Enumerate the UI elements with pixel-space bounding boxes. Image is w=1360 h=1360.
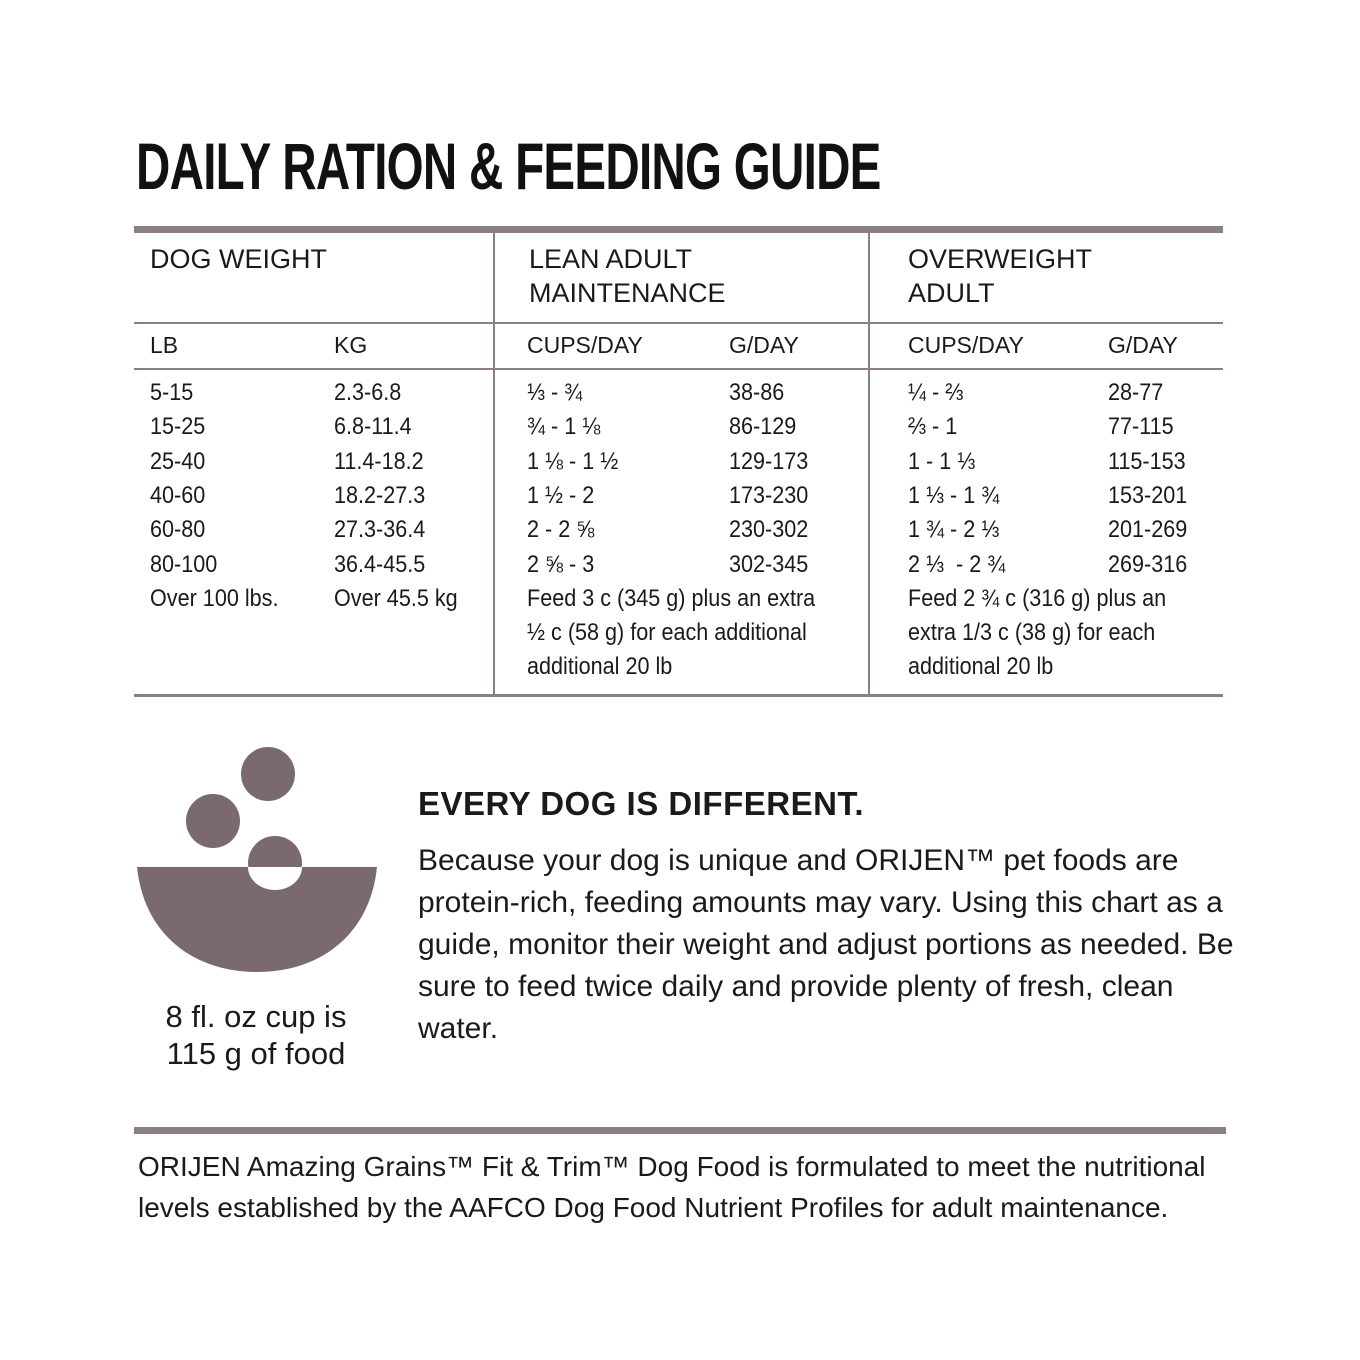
table-cell-lb: 25-40 — [150, 447, 206, 475]
over-100-lean-line3: additional 20 lb — [527, 653, 673, 680]
table-cell-over-g: 153-201 — [1108, 481, 1188, 509]
over-100-lean-line1: Feed 3 c (345 g) plus an extra — [527, 585, 816, 612]
header-lean-adult-line1: LEAN ADULT — [529, 244, 693, 274]
table-cell-lean-cups: ⅓ - ¾ — [527, 379, 583, 406]
header-overweight-line1: OVERWEIGHT — [908, 244, 1093, 274]
sub-header-rule — [134, 368, 1223, 370]
table-cell-over-cups: ¼ - ⅔ — [908, 379, 964, 406]
subheader-lean-g: G/DAY — [729, 332, 799, 358]
header-lean-adult-line2: MAINTENANCE — [529, 278, 726, 308]
table-cell-lean-g: 302-345 — [729, 550, 809, 578]
table-cell-lb: 15-25 — [150, 413, 206, 441]
column-divider-2 — [868, 233, 870, 695]
table-cell-kg: 36.4-45.5 — [334, 550, 426, 578]
every-dog-body: Because your dog is unique and ORIJEN™ pet foods are protein-rich, feeding amounts may vary. Using this chart as a guide, monitor their weight and adjust portions as needed. Be sure to feed twice daily and provide plenty of fresh, clean water. — [418, 844, 1234, 1045]
subheader-over-cups: CUPS/DAY — [908, 332, 1024, 358]
table-cell-over-g: 201-269 — [1108, 516, 1188, 544]
over-100-lb: Over 100 lbs. — [150, 585, 279, 612]
cup-note — [140, 998, 372, 1072]
table-cell-lean-g: 129-173 — [729, 447, 809, 475]
table-cell-lb: 80-100 — [150, 550, 218, 578]
bowl-icon — [130, 740, 382, 980]
subheader-lb: LB — [150, 332, 179, 358]
header-overweight-line2: ADULT — [908, 278, 995, 308]
table-cell-lean-cups: 1 ⅛ - 1 ½ — [527, 447, 619, 475]
table-cell-lb: 5-15 — [150, 379, 194, 406]
over-100-overweight-line2: extra 1/3 c (38 g) for each — [908, 619, 1156, 646]
header-dog-weight: DOG WEIGHT — [150, 244, 327, 274]
table-cell-kg: 27.3-36.4 — [334, 516, 426, 544]
table-top-rule — [134, 226, 1223, 233]
footer-rule — [134, 1127, 1226, 1134]
table-cell-kg: 18.2-27.3 — [334, 481, 426, 509]
table-cell-kg: 2.3-6.8 — [334, 379, 402, 406]
table-cell-over-g: 269-316 — [1108, 550, 1188, 578]
table-cell-lean-g: 230-302 — [729, 516, 809, 544]
cup-note-line1: 8 fl. oz cup is — [165, 999, 347, 1034]
over-100-lean-line2: ½ c (58 g) for each additional — [527, 619, 807, 646]
table-cell-over-g: 77-115 — [1108, 413, 1174, 441]
table-cell-over-cups: 1 ⅓ - 1 ¾ — [908, 481, 1000, 509]
over-100-kg: Over 45.5 kg — [334, 585, 458, 612]
every-dog-heading: EVERY DOG IS DIFFERENT. — [418, 785, 865, 822]
table-cell-over-cups: 1 - 1 ⅓ — [908, 447, 976, 475]
over-100-overweight-line3: additional 20 lb — [908, 653, 1054, 680]
table-cell-lean-cups: 2 ⅝ - 3 — [527, 550, 595, 578]
aafco-statement: ORIJEN Amazing Grains™ Fit & Trim™ Dog Food is formulated to meet the nutritional levels established by the AAFCO Dog Food Nutrient Profiles for adult maintenance. — [138, 1151, 1206, 1223]
table-cell-kg: 11.4-18.2 — [334, 447, 424, 475]
table-cell-lean-cups: 2 - 2 ⅝ — [527, 516, 595, 544]
subheader-over-g: G/DAY — [1108, 332, 1178, 358]
table-bottom-rule — [134, 694, 1223, 697]
table-cell-over-cups: ⅔ - 1 — [908, 413, 958, 441]
table-cell-lean-g: 38-86 — [729, 379, 785, 406]
table-cell-over-g: 115-153 — [1108, 447, 1186, 475]
table-cell-over-cups: 2 ⅓ - 2 ¾ — [908, 550, 1006, 578]
cup-note-line2: 115 g of food — [166, 1036, 346, 1071]
subheader-lean-cups: CUPS/DAY — [527, 332, 643, 358]
table-cell-lean-cups: 1 ½ - 2 — [527, 481, 595, 509]
table-cell-lean-cups: ¾ - 1 ⅛ — [527, 413, 601, 441]
over-100-overweight-line1: Feed 2 ¾ c (316 g) plus an — [908, 585, 1167, 612]
table-cell-lb: 40-60 — [150, 481, 206, 509]
page-title: DAILY RATION & FEEDING GUIDE — [136, 129, 881, 203]
table-cell-over-g: 28-77 — [1108, 379, 1164, 406]
column-divider-1 — [493, 233, 495, 695]
table-cell-lean-g: 173-230 — [729, 481, 809, 509]
subheader-kg: KG — [334, 332, 368, 358]
table-cell-kg: 6.8-11.4 — [334, 413, 412, 441]
table-cell-over-cups: 1 ¾ - 2 ⅓ — [908, 516, 1000, 544]
table-cell-lean-g: 86-129 — [729, 413, 797, 441]
table-cell-lb: 60-80 — [150, 516, 206, 544]
group-header-rule — [134, 322, 1223, 324]
